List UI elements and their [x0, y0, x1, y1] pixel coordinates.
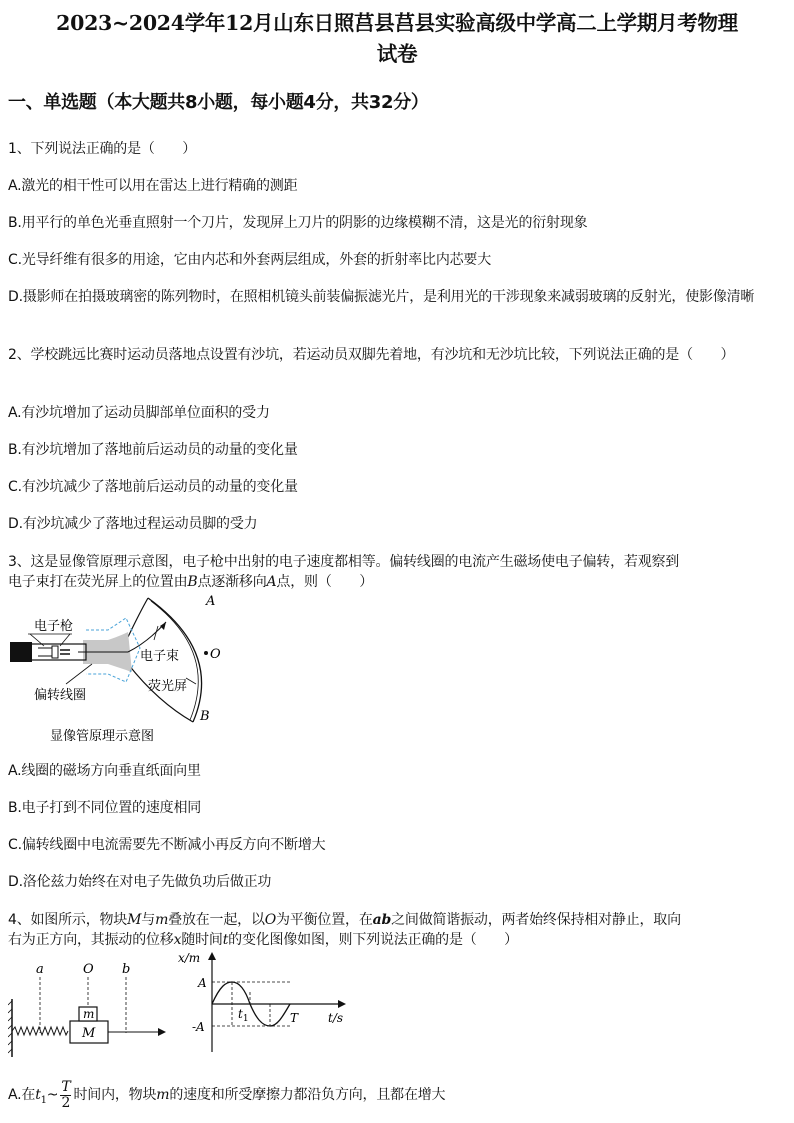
figure-caption: 显像管原理示意图	[50, 729, 155, 744]
crt-diagram	[8, 592, 223, 747]
question-1-option-a: A.激光的相干性可以用在雷达上进行精确的测距	[8, 178, 298, 194]
question-3-option-a: A.线圈的磁场方向垂直纸面向里	[8, 763, 201, 779]
question-2-stem: 2、学校跳远比赛时运动员落地点设置有沙坑，若运动员双脚先着地，有沙坑和无沙坑比较，下列说法正确的是（ ）	[8, 347, 735, 363]
xt-graph	[178, 948, 358, 1058]
question-2-option-b: B.有沙坑增加了落地前后运动员的动量的变化量	[8, 442, 298, 458]
label-neg-amplitude: -A	[192, 1020, 205, 1034]
point-o-dot	[204, 651, 208, 655]
label-point-o: O	[210, 647, 221, 662]
y-axis-label: x/m	[178, 951, 201, 965]
spring-block-diagram	[8, 955, 183, 1065]
x-axis-label: t/s	[328, 1011, 344, 1025]
question-3-option-c: C.偏转线圈中电流需要先不断减小再反方向不断增大	[8, 837, 326, 853]
question-2-option-c: C.有沙坑减少了落地前后运动员的动量的变化量	[8, 479, 298, 495]
label-deflection-coil: 偏转线圈	[34, 688, 87, 703]
question-1-option-c: C.光导纤维有很多的用途，它由内芯和外套两层组成，外套的折射率比内芯要大	[8, 252, 492, 268]
label-block-M: M	[82, 1026, 96, 1041]
label-b: b	[122, 962, 131, 977]
question-2-option-a: A.有沙坑增加了运动员脚部单位面积的受力	[8, 405, 270, 421]
question-4-stem-line1: 4、如图所示，物块M与m叠放在一起，以O为平衡位置，在ab之间做简谐振动，两者始终保持相对静止，取向	[8, 912, 681, 928]
question-3-option-d: D.洛伦兹力始终在对电子先做负功后做正功	[8, 874, 272, 890]
question-1-option-d: D.摄影师在拍摄玻璃密的陈列物时，在照相机镜头前装偏振滤光片，是利用光的干涉现象来减弱玻璃的反射光，使影像清晰	[8, 289, 755, 305]
label-block-m: m	[83, 1007, 95, 1021]
electron-gun-base	[10, 642, 32, 662]
label-period: T	[290, 1011, 299, 1025]
crt-tube-top	[128, 598, 148, 637]
question-1-option-b: B.用平行的单色光垂直照射一个刀片，发现屏上刀片的阴影的边缘模糊不清，这是光的衍射现象	[8, 215, 588, 231]
question-2-option-d: D.有沙坑减少了落地过程运动员脚的受力	[8, 516, 258, 532]
fraction-t-over-2: $\frac{T}{2}$	[61, 1078, 71, 1111]
title-line-1: 2023~2024学年12月山东日照莒县莒县实验高级中学高二上学期月考物理	[56, 11, 738, 35]
point-a-label: A	[266, 574, 277, 590]
title-line-2: 试卷	[376, 42, 418, 66]
label-electron-beam: 电子束	[140, 649, 180, 664]
question-3-stem-line2: 电子束打在荧光屏上的位置由B点逐渐移向A点，则（ ）	[8, 574, 374, 590]
label-amplitude: A	[198, 976, 207, 990]
question-4-stem-line2: 右为正方向，其振动的位移x随时间t的变化图像如图，则下列说法正确的是（ ）	[8, 932, 518, 948]
label-electron-gun: 电子枪	[34, 619, 74, 634]
label-screen: 荧光屏	[148, 679, 188, 694]
label-o: O	[83, 962, 94, 977]
question-3-stem-line1: 3、这是显像管原理示意图，电子枪中出射的电子速度都相等。偏转线圈的电流产生磁场使电子偏转，若观察到	[8, 554, 680, 570]
label-point-b: B	[200, 709, 210, 724]
question-1-stem: 1、下列说法正确的是（ ）	[8, 141, 197, 157]
label-a: a	[36, 962, 44, 977]
question-4-option-a: A.在$t_1\sim$ $\frac{T}{2}$ 时间内，物块m的速度和所受摩擦力都沿负方向，且都在增大	[8, 1078, 446, 1111]
question-3-option-b: B.电子打到不同位置的速度相同	[8, 800, 202, 816]
label-t1: $t_1$	[238, 1007, 249, 1024]
page-title	[10, 8, 784, 70]
section-heading: 一、单选题（本大题共8小题，每小题4分，共32分）	[8, 92, 429, 113]
label-point-a: A	[206, 594, 216, 609]
point-b-label: B	[187, 574, 198, 590]
